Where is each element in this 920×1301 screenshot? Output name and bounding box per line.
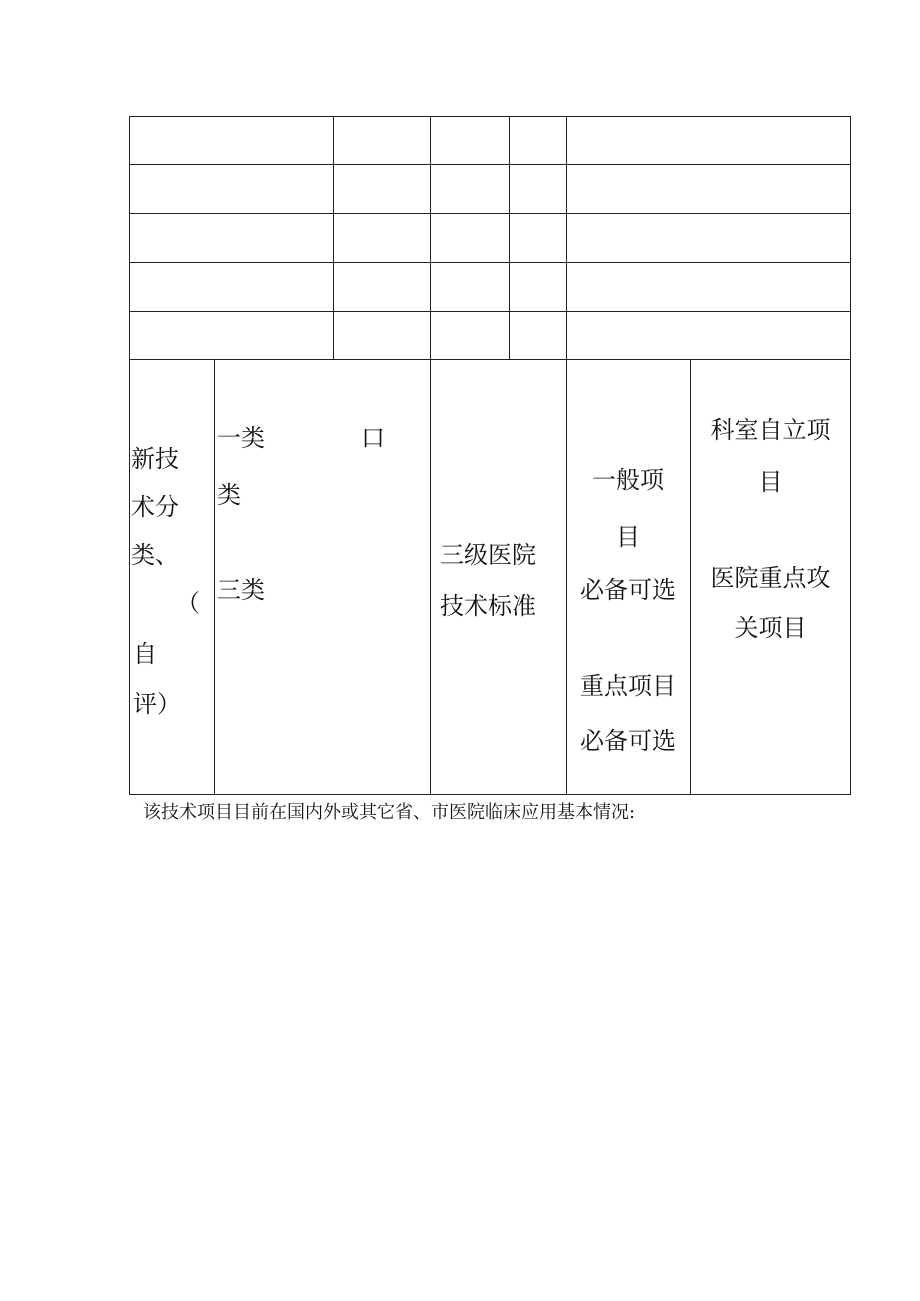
category-label-line: 自 [133,640,157,668]
table-line [214,359,215,795]
table-line [129,794,851,795]
table-line [333,116,334,360]
table-line [566,116,567,360]
table-line [129,213,851,214]
table-line [129,116,851,117]
standard-label: 技术标准 [440,592,536,620]
table-line [129,311,851,312]
table-line [129,164,851,165]
class-checkbox[interactable]: 口 [361,424,385,452]
table-line [129,262,851,263]
hospital-key-project-option: 关项目 [734,614,807,642]
class-one-option: 一类 [217,424,265,452]
table-line [129,359,851,360]
category-label-line: 评） [133,690,181,718]
table-line [129,116,130,795]
dept-project-option[interactable]: 科室自立项 [710,416,831,444]
general-project-choice[interactable]: 必备可选 [580,576,676,604]
table-line [509,116,510,360]
hospital-key-project-option[interactable]: 医院重点攻 [710,564,831,592]
table-line [430,359,431,795]
dept-project-option: 目 [758,468,783,496]
table-line [430,116,431,360]
table-line [850,116,851,795]
key-project-choice[interactable]: 必备可选 [580,727,676,755]
category-label-line: （ [176,589,200,617]
general-project-label: 一般项 [592,466,664,494]
class-three-option: 三类 [217,576,265,604]
category-label-line: 新技 [131,445,179,473]
standard-label: 三级医院 [440,541,536,569]
general-project-label: 目 [616,523,640,551]
key-project-label: 重点项目 [580,672,676,700]
class-two-tail: 类 [217,481,241,509]
application-status-note: 该技术项目目前在国内外或其它省、市医院临床应用基本情况: [143,802,636,823]
category-label-line: 术分 [131,493,179,521]
category-label-line: 类、 [131,541,179,569]
